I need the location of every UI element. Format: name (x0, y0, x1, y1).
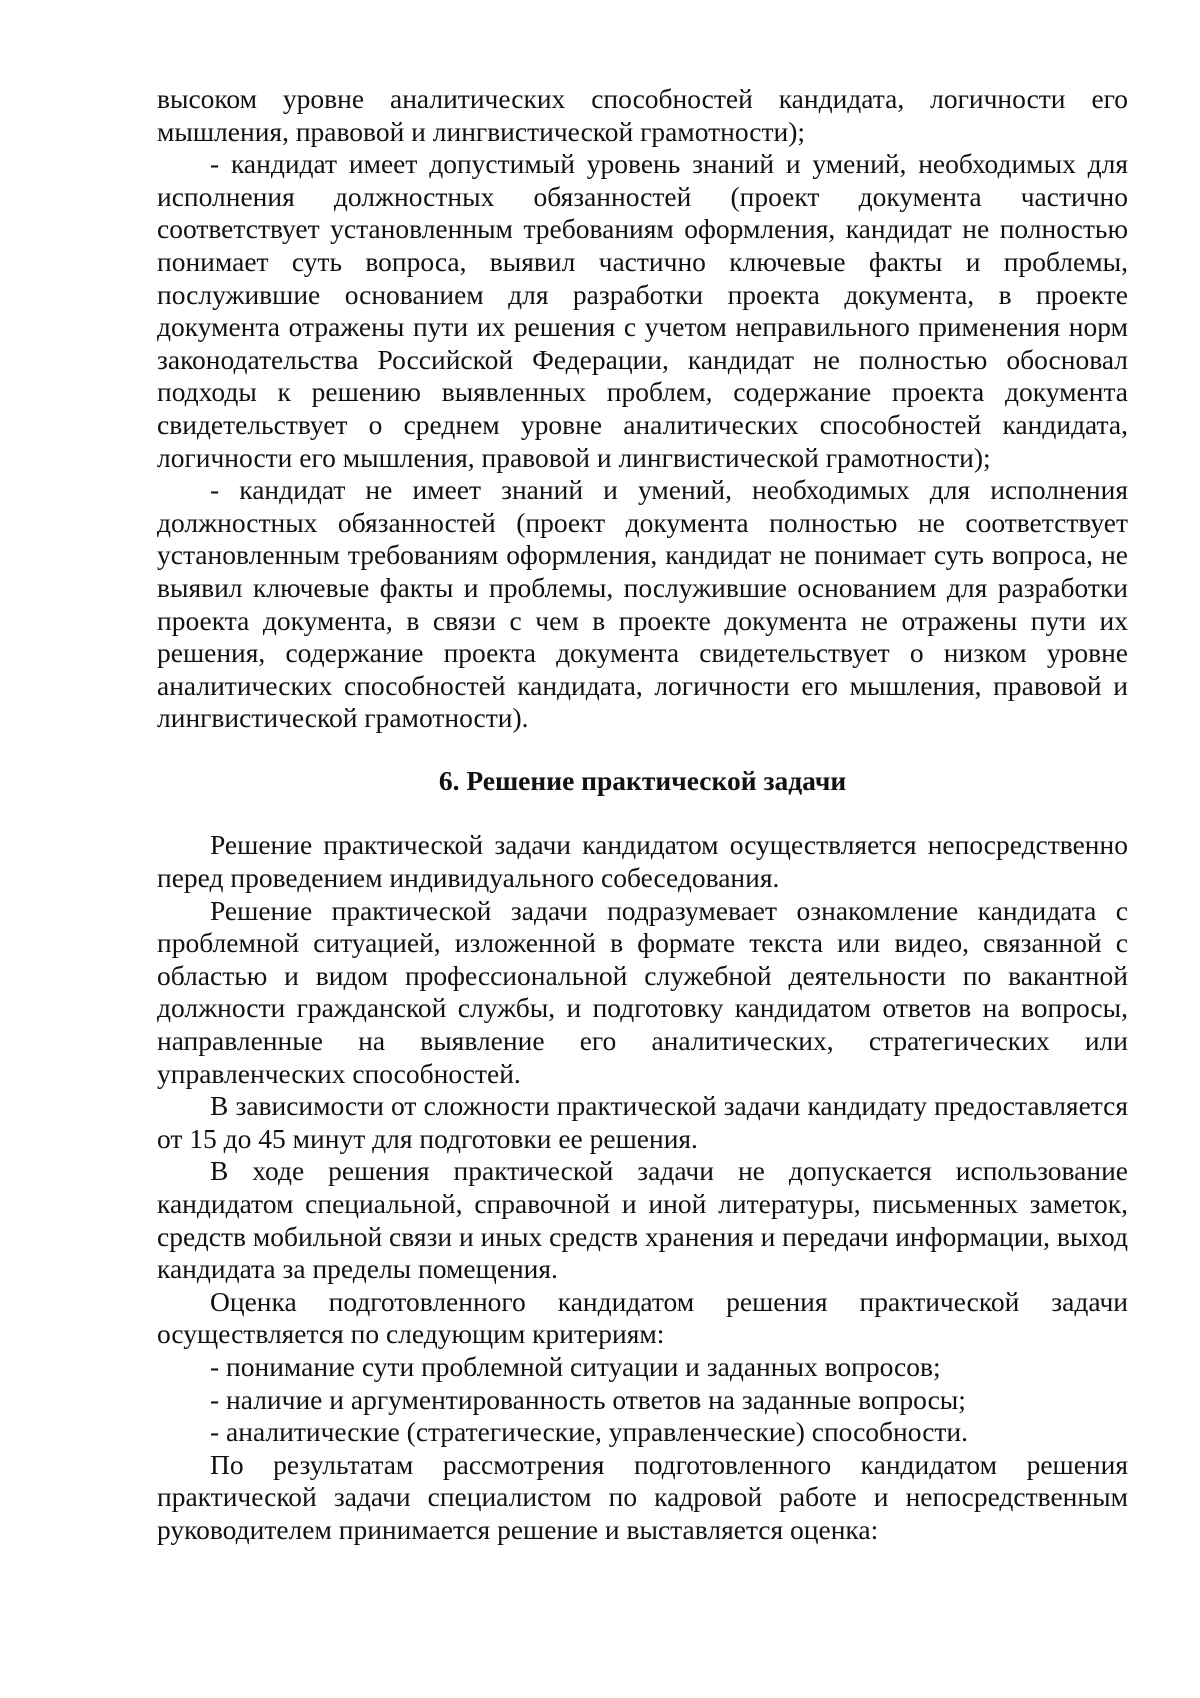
section-heading: 6. Решение практической задачи (438, 764, 847, 796)
document-body (157, 83, 1128, 1547)
criteria-item: - понимание сути проблемной ситуации и заданных вопросов; (210, 1350, 941, 1382)
paragraph-no-knowledge: - кандидат не имеет знаний и умений, необходимых для исполнения должностных обязанностей (проект документа полностью не соответствует установленным требованиям оформления, кандидат не понимает суть вопроса, не выявил ключевые факты и проблемы, послужившие основанием для разработки проекта документа, в связи с чем в проекте документа не отражены пути их решения, содержание проекта документа свидетельствует о низком уровне аналитических способностей кандидата, логичности его мышления, правовой и лингвистической грамотности). (157, 474, 1128, 734)
paragraph-restrictions: В ходе решения практической задачи не допускается использование кандидатом специальной, справочной и иной литературы, письменных заметок, средств мобильной связи и иных средств хранения и передачи информации, выход кандидата за пределы помещения. (157, 1155, 1128, 1285)
paragraph-timing: Решение практической задачи кандидатом осуществляется непосредственно перед проведением индивидуального собеседования. (157, 829, 1128, 894)
paragraph-criteria-intro: Оценка подготовленного кандидатом решения практической задачи осуществляется по следующим критериям: (157, 1285, 1128, 1350)
paragraph-acceptable-level: - кандидат имеет допустимый уровень знаний и умений, необходимых для исполнения должностных обязанностей (проект документа частично соответствует установленным требованиям оформления, кандидат не полностью понимает суть вопроса, выявил частично ключевые факты и проблемы, послужившие основанием для разработки проекта документа, в проекте документа отражены пути их решения с учетом неправильного применения норм законодательства Российской Федерации, кандидат не полностью обосновал подходы к решению выявленных проблем, содержание проекта документа свидетельствует о среднем уровне аналитических способностей кандидата, логичности его мышления, правовой и лингвистической грамотности); (157, 148, 1128, 473)
paragraph-description: Решение практической задачи подразумевает ознакомление кандидата с проблемной ситуацией, изложенной в формате текста или видео, связанной с областью и видом профессиональной служебной деятельности по вакантной должности гражданской службы, и подготовку кандидатом ответов на вопросы, направленные на выявление его аналитических, стратегических или управленческих способностей. (157, 894, 1128, 1089)
paragraph-continuation: высоком уровне аналитических способностей кандидата, логичности его мышления, правовой и лингвистической грамотности); (157, 83, 1128, 147)
criteria-item: - наличие и аргументированность ответов на заданные вопросы; (210, 1383, 966, 1415)
paragraph-closing: По результатам рассмотрения подготовленного кандидатом решения практической задачи специалистом по кадровой работе и непосредственным руководителем принимается решение и выставляется оценка: (157, 1448, 1128, 1545)
criteria-item: - аналитические (стратегические, управленческие) способности. (210, 1416, 969, 1448)
paragraph-time-limit: В зависимости от сложности практической задачи кандидату предоставляется от 15 до 45 минут для подготовки ее решения. (157, 1090, 1128, 1154)
